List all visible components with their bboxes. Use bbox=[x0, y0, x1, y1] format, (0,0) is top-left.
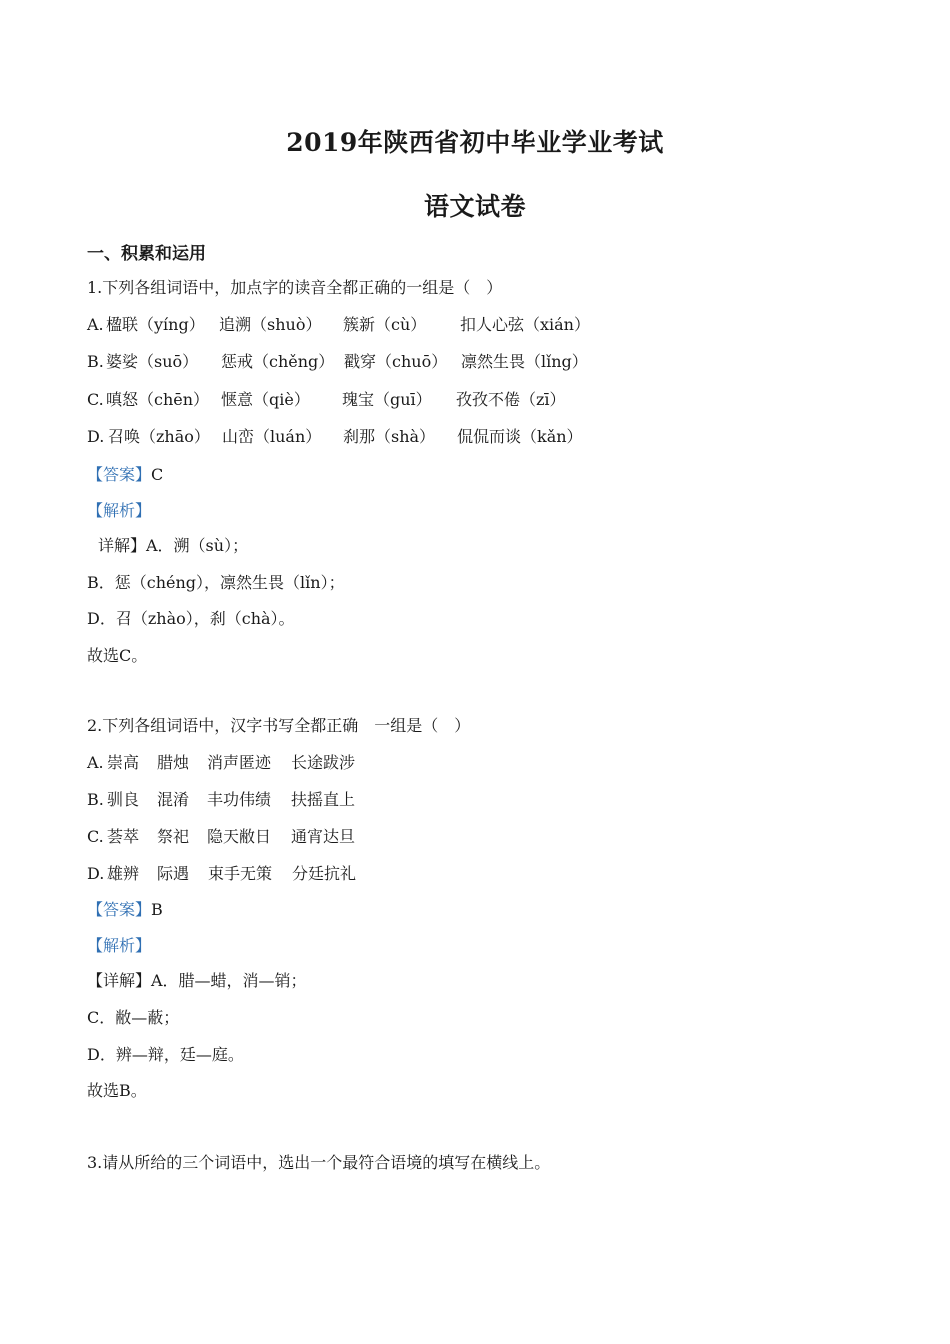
option-word: 际遇 bbox=[157, 864, 190, 883]
option-word: 嗔怒（chēn） bbox=[106, 390, 210, 409]
option-word: 婆娑（suō） bbox=[106, 352, 199, 371]
option-letter: C. bbox=[87, 390, 104, 409]
option-letter: C. bbox=[87, 827, 104, 846]
option-word: 扶摇直上 bbox=[291, 790, 356, 809]
option-word: 束手无策 bbox=[208, 864, 273, 883]
q1-explain-line: B．惩（chéng），凛然生畏（lǐn）； bbox=[87, 573, 345, 592]
option-word: 山峦（luán） bbox=[222, 427, 322, 446]
q2-option-c bbox=[87, 826, 356, 848]
option-word: 混淆 bbox=[157, 790, 190, 809]
option-letter: D. bbox=[87, 427, 105, 446]
option-word: 长途跋涉 bbox=[291, 753, 356, 772]
option-word: 隐天敝日 bbox=[207, 827, 272, 846]
q1-stem: 1.下列各组词语中，加点字的读音全都正确的一组是（ ） bbox=[87, 278, 503, 297]
option-word: 消声匿迹 bbox=[207, 753, 272, 772]
option-word: 惬意（qiè） bbox=[221, 390, 310, 409]
q2-option-a bbox=[87, 752, 356, 774]
option-word: 戳穿（chuō） bbox=[344, 352, 448, 371]
option-letter: A. bbox=[87, 753, 104, 772]
option-word: 凛然生畏（lǐng） bbox=[461, 352, 588, 371]
answer-label: 【答案】 bbox=[87, 465, 152, 484]
option-word: 簇新（cù） bbox=[343, 315, 427, 334]
q1-answer bbox=[87, 464, 163, 486]
answer-value: C bbox=[151, 465, 164, 484]
option-word: 雄辨 bbox=[107, 864, 140, 883]
option-word: 惩戒（chěng） bbox=[221, 352, 335, 371]
option-word: 腊烛 bbox=[157, 753, 190, 772]
q1-option-a bbox=[87, 314, 590, 336]
option-word: 追溯（shuò） bbox=[219, 315, 322, 334]
option-word: 楹联（yíng） bbox=[106, 315, 205, 334]
option-word: 瑰宝（guī） bbox=[342, 390, 432, 409]
q2-option-b bbox=[87, 789, 356, 811]
q2-analysis-label: 【解析】 bbox=[87, 936, 152, 955]
q1-option-c bbox=[87, 389, 566, 411]
answer-value: B bbox=[151, 900, 163, 919]
option-word: 孜孜不倦（zī） bbox=[456, 390, 566, 409]
option-word: 通宵达旦 bbox=[291, 827, 356, 846]
answer-label: 【答案】 bbox=[87, 900, 152, 919]
q1-explain-line: 故选C。 bbox=[87, 646, 148, 665]
option-word: 驯良 bbox=[107, 790, 140, 809]
option-word: 分廷抗礼 bbox=[292, 864, 357, 883]
q2-explain-line: C．敝—蔽； bbox=[87, 1008, 180, 1027]
q1-analysis-label: 【解析】 bbox=[87, 501, 152, 520]
option-word: 祭祀 bbox=[157, 827, 190, 846]
q2-option-d bbox=[87, 863, 357, 885]
exam-title: 2019年陕西省初中毕业学业考试 bbox=[286, 128, 664, 157]
exam-subtitle: 语文试卷 bbox=[423, 192, 526, 221]
q2-explain-line: 【详解】A．腊—蜡，消—销； bbox=[87, 971, 307, 990]
option-letter: B. bbox=[87, 790, 104, 809]
option-word: 召唤（zhāo） bbox=[108, 427, 210, 446]
q2-explain-line: D．辨—辩，廷—庭。 bbox=[87, 1045, 244, 1064]
option-letter: A. bbox=[87, 315, 104, 334]
option-word: 崇高 bbox=[107, 753, 140, 772]
q2-explain-line: 故选B。 bbox=[87, 1081, 147, 1100]
option-word: 刹那（shà） bbox=[343, 427, 436, 446]
option-word: 侃侃而谈（kǎn） bbox=[457, 427, 583, 446]
option-letter: D. bbox=[87, 864, 105, 883]
option-word: 荟萃 bbox=[107, 827, 140, 846]
q1-explain-line: 详解】A．溯（sù）； bbox=[98, 536, 249, 555]
q2-stem: 2.下列各组词语中，汉字书写全都正确 一组是（ ） bbox=[87, 716, 471, 735]
q1-explain-line: D．召（zhào），刹（chà）。 bbox=[87, 609, 295, 628]
option-letter: B. bbox=[87, 352, 104, 371]
q2-answer bbox=[87, 899, 163, 921]
option-word: 扣人心弦（xián） bbox=[460, 315, 590, 334]
option-word: 丰功伟绩 bbox=[207, 790, 272, 809]
q1-option-b bbox=[87, 351, 588, 373]
q1-option-d bbox=[87, 426, 583, 448]
q3-stem: 3.请从所给的三个词语中，选出一个最符合语境的填写在横线上。 bbox=[87, 1153, 551, 1172]
section-heading: 一、积累和运用 bbox=[87, 244, 206, 264]
